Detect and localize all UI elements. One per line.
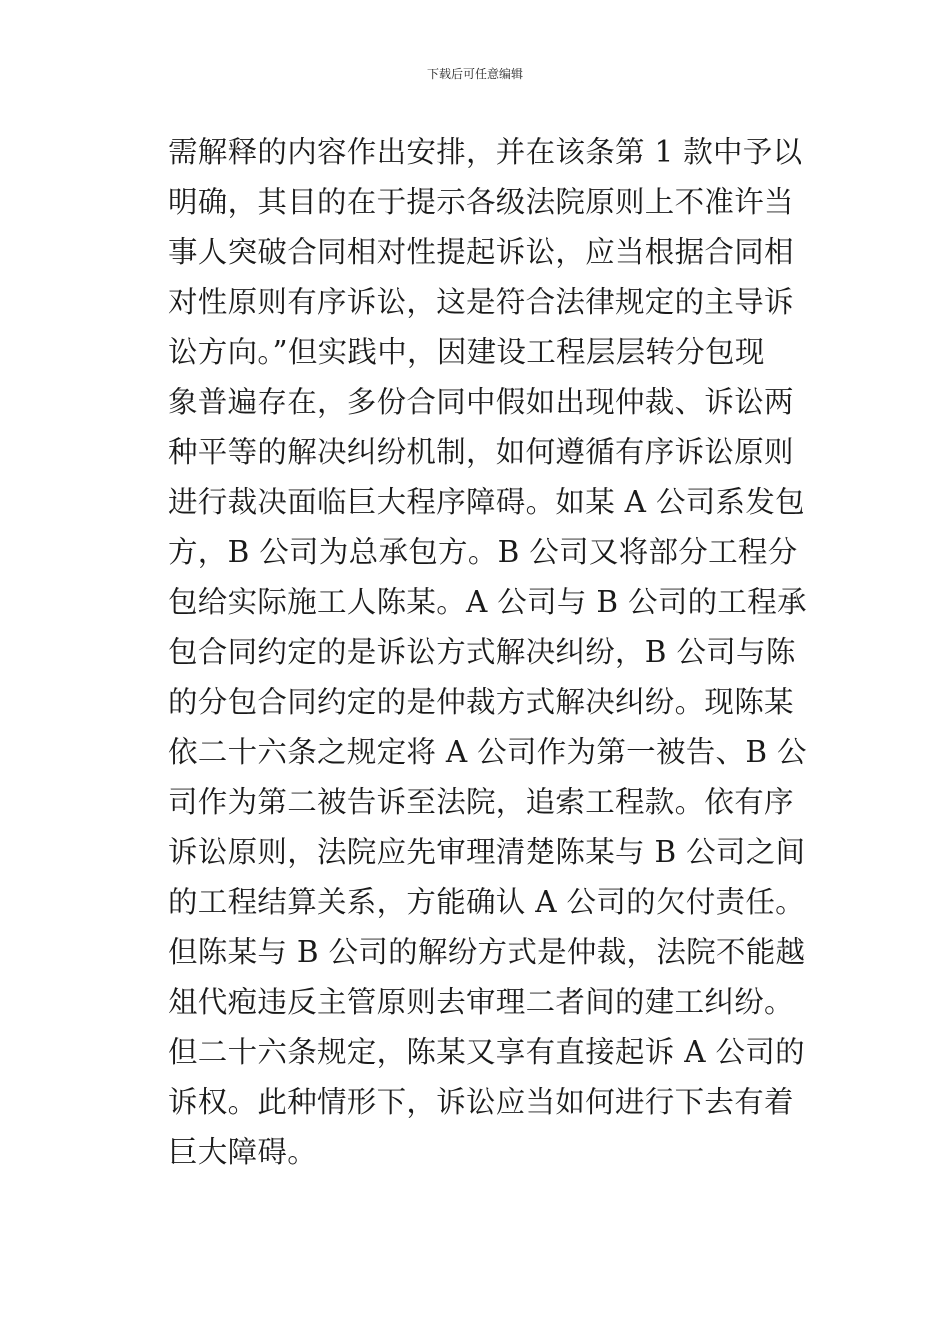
text-line: 的工程结算关系，方能确认 A 公司的欠付责任。 (168, 885, 805, 919)
text-line: 包合同约定的是诉讼方式解决纠纷，B 公司与陈 (168, 635, 796, 669)
text-line: 对性原则有序诉讼，这是符合法律规定的主导诉 (168, 285, 794, 319)
body-paragraph (168, 127, 807, 1177)
text-line: 象普遍存在，多份合同中假如出现仲裁、诉讼两 (168, 385, 794, 419)
text-line: 明确，其目的在于提示各级法院原则上不准许当 (168, 185, 794, 219)
text-line: 依二十六条之规定将 A 公司作为第一被告、B 公 (168, 735, 807, 769)
text-line: 种平等的解决纠纷机制，如何遵循有序诉讼原则 (168, 435, 794, 469)
text-line: 方，B 公司为总承包方。B 公司又将部分工程分 (168, 535, 798, 569)
text-line: 但二十六条规定，陈某又享有直接起诉 A 公司的 (168, 1035, 805, 1069)
text-line: 诉讼原则，法院应先审理清楚陈某与 B 公司之间 (168, 835, 806, 869)
text-line: 巨大障碍。 (168, 1135, 318, 1169)
text-line: 进行裁决面临巨大程序障碍。如某 A 公司系发包 (168, 485, 805, 519)
text-line: 诉权。此种情形下，诉讼应当如何进行下去有着 (168, 1085, 794, 1119)
text-line: 但陈某与 B 公司的解纷方式是仲裁，法院不能越 (168, 935, 806, 969)
text-line: 俎代疱违反主管原则去审理二者间的建工纠纷。 (168, 985, 794, 1019)
text-line: 事人突破合同相对性提起诉讼，应当根据合同相 (168, 235, 794, 269)
text-line: 需解释的内容作出安排，并在该条第 1 款中予以 (168, 135, 803, 169)
page-header: 下载后可任意编辑 (426, 67, 523, 81)
text-line: 的分包合同约定的是仲裁方式解决纠纷。现陈某 (168, 685, 794, 719)
text-line: 讼方向。”但实践中，因建设工程层层转分包现 (168, 335, 765, 369)
text-line: 包给实际施工人陈某。A 公司与 B 公司的工程承 (168, 585, 807, 619)
text-line: 司作为第二被告诉至法院，追索工程款。依有序 (168, 785, 794, 819)
